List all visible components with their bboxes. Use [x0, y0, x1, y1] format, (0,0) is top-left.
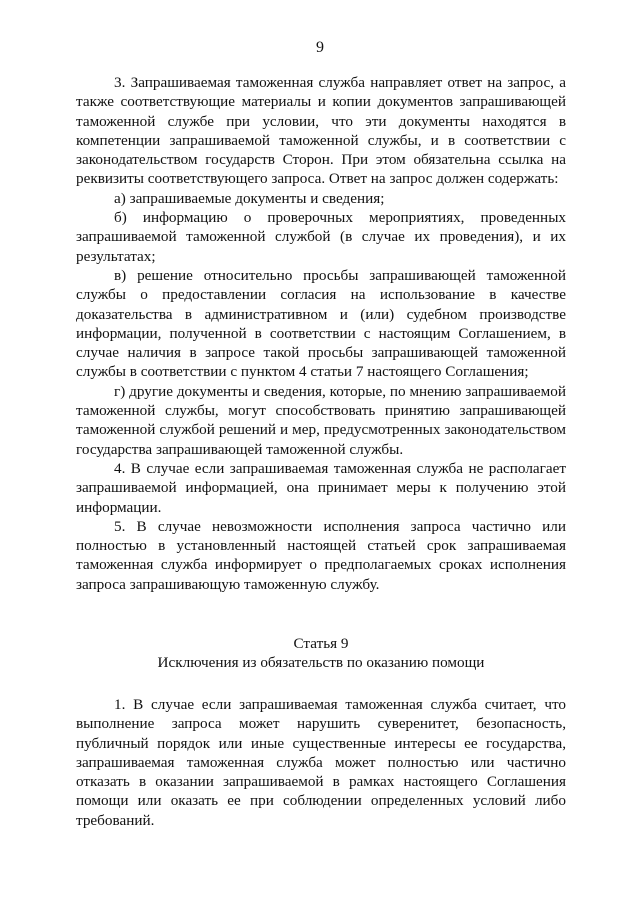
subparagraph-v: в) решение относительно просьбы запрашивающей таможенной службы о предоставлении согласия на использование в качестве доказательства в административном и (или) судебном производстве информации, полученной в соответствии с настоящим Соглашением, в случае наличия в запросе такой просьбы запрашивающей таможенной службы в соответствии с пунктом 4 статьи 7 настоящего Соглашения; — [76, 266, 566, 381]
article-9-body — [76, 695, 566, 830]
subparagraph-a: а) запрашиваемые документы и сведения; — [114, 189, 385, 207]
article-title: Исключения из обязательств по оказанию помощи — [157, 654, 485, 671]
paragraph-5: 5. В случае невозможности исполнения запроса частично или полностью в установленный настоящей статьей срок запрашиваемая таможенная служба информирует о предполагаемых сроках исполнения запроса запрашивающую таможенную службу. — [76, 517, 566, 593]
article-9-paragraph-1: 1. В случае если запрашиваемая таможенная служба считает, что выполнение запроса может нарушить суверенитет, безопасность, публичный порядок или иные существенные интересы ее государства, запрашиваемая таможенная служба может полностью или частично отказать в оказании запрашиваемой в рамках настоящего Соглашения помощи или оказать ее при соблюдении определенных условий либо требований. — [76, 696, 566, 829]
subparagraph-g: г) другие документы и сведения, которые, по мнению запрашиваемой таможенной службы, могут способствовать принятию запрашивающей таможенной службой решений и мер, предусмотренных законодательством государства запрашивающей таможенной службы. — [76, 382, 566, 458]
paragraph-4: 4. В случае если запрашиваемая таможенная служба не располагает запрашиваемой информацией, она принимает меры к получению этой информации. — [76, 459, 566, 516]
subparagraph-b: б) информацию о проверочных мероприятиях, проведенных запрашиваемой таможенной службой (в случае их проведения), и их результатах; — [76, 209, 566, 265]
article-8-continuation — [76, 73, 566, 594]
page-number: 9 — [316, 39, 324, 56]
article-label: Статья 9 — [293, 635, 349, 652]
paragraph-3: 3. Запрашиваемая таможенная служба направляет ответ на запрос, а также соответствующие материалы и копии документов запрашивающей таможенной службе при условии, что эти документы находятся в компетенции запрашиваемой таможенной службы, и в соответствии с законодательством государств Сторон. При этом обязательна ссылка на реквизиты соответствующего запроса. Ответ на запрос должен содержать: — [76, 74, 566, 188]
